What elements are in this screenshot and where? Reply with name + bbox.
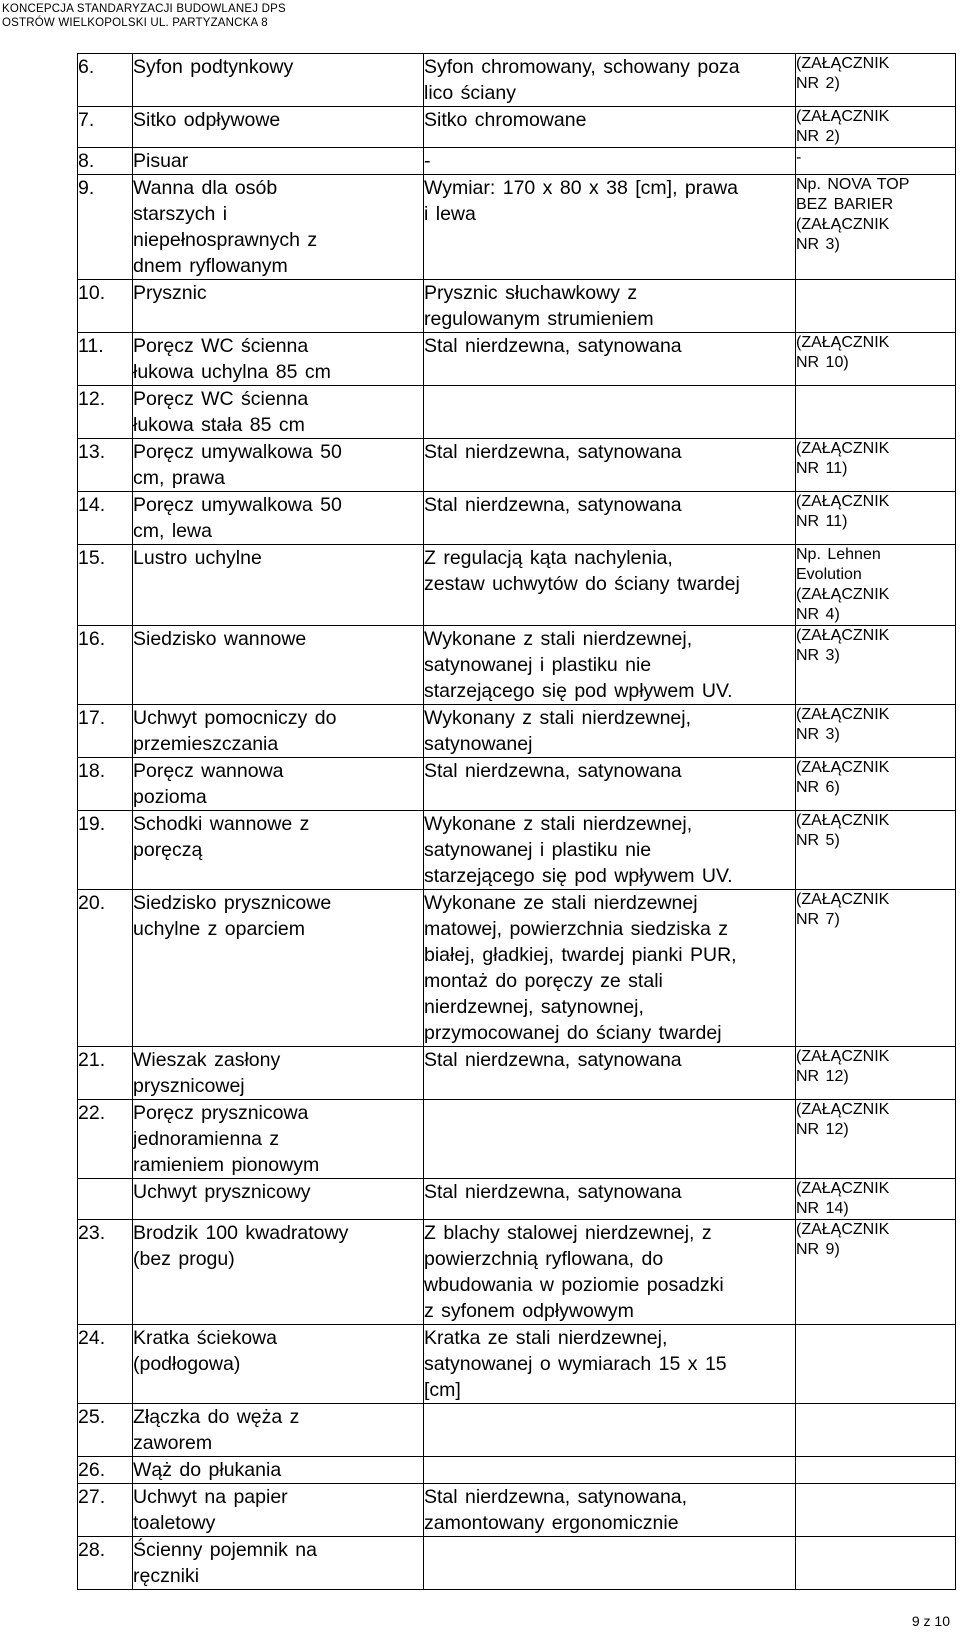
table-row [78, 811, 956, 890]
item-name: Uchwyt pomocniczy do przemieszczania [133, 705, 424, 758]
item-reference: (ZAŁĄCZNIK NR 3) [796, 705, 956, 758]
item-description: Syfon chromowany, schowany poza lico ściany [424, 54, 796, 107]
row-number: 28. [78, 1537, 133, 1590]
item-description: Z blachy stalowej nierdzewnej, z powierzchnią ryflowana, do wbudowania w poziomie posadzki z syfonem odpływowym [424, 1220, 796, 1325]
item-name: Wieszak zasłony prysznicowej [133, 1047, 424, 1100]
item-reference: (ZAŁĄCZNIK NR 3) [796, 626, 956, 705]
item-reference: (ZAŁĄCZNIK NR 14) [796, 1179, 956, 1220]
table-row [78, 439, 956, 492]
row-number: 18. [78, 758, 133, 811]
item-name: Poręcz umywalkowa 50 cm, lewa [133, 492, 424, 545]
row-number: 25. [78, 1404, 133, 1457]
table-row [78, 492, 956, 545]
table-row [78, 1100, 956, 1179]
item-description [424, 1537, 796, 1590]
table-row [78, 545, 956, 626]
table-row [78, 1047, 956, 1100]
item-reference [796, 386, 956, 439]
item-name: Ścienny pojemnik na ręczniki [133, 1537, 424, 1590]
item-description: Stal nierdzewna, satynowana, zamontowany ergonomicznie [424, 1484, 796, 1537]
header-line-2: OSTRÓW WIELKOPOLSKI UL. PARTYZANCKA 8 [2, 17, 268, 29]
row-number: 22. [78, 1100, 133, 1179]
table-row [78, 1404, 956, 1457]
item-reference: Np. NOVA TOP BEZ BARIER (ZAŁĄCZNIK NR 3) [796, 175, 956, 280]
row-number: 8. [78, 148, 133, 175]
item-description: Stal nierdzewna, satynowana [424, 758, 796, 811]
item-description: Stal nierdzewna, satynowana [424, 1047, 796, 1100]
item-description: Wykonane z stali nierdzewnej, satynowanej i plastiku nie starzejącego się pod wpływem UV. [424, 811, 796, 890]
table-row [78, 148, 956, 175]
row-number: 16. [78, 626, 133, 705]
item-description: Kratka ze stali nierdzewnej, satynowanej o wymiarach 15 x 15 [cm] [424, 1325, 796, 1404]
item-reference [796, 1537, 956, 1590]
table-row [78, 280, 956, 333]
item-description: Stal nierdzewna, satynowana [424, 1179, 796, 1220]
row-number: 12. [78, 386, 133, 439]
item-name: Kratka ściekowa (podłogowa) [133, 1325, 424, 1404]
item-name: Wąż do płukania [133, 1457, 424, 1484]
item-name: Pisuar [133, 148, 424, 175]
item-reference [796, 1404, 956, 1457]
item-reference: (ZAŁĄCZNIK NR 2) [796, 107, 956, 148]
item-reference: (ZAŁĄCZNIK NR 7) [796, 890, 956, 1047]
table-row [78, 1537, 956, 1590]
item-reference: (ZAŁĄCZNIK NR 5) [796, 811, 956, 890]
item-description: Prysznic słuchawkowy z regulowanym strumieniem [424, 280, 796, 333]
item-reference: (ZAŁĄCZNIK NR 9) [796, 1220, 956, 1325]
table-row [78, 1325, 956, 1404]
item-description [424, 1404, 796, 1457]
item-reference: (ZAŁĄCZNIK NR 11) [796, 492, 956, 545]
row-number: 20. [78, 890, 133, 1047]
table-row [78, 386, 956, 439]
item-name: Siedzisko wannowe [133, 626, 424, 705]
equipment-table-body [78, 54, 956, 1590]
row-number: 27. [78, 1484, 133, 1537]
row-number: 11. [78, 333, 133, 386]
table-row [78, 1457, 956, 1484]
row-number [78, 1179, 133, 1220]
page-number: 9 z 10 [911, 1613, 950, 1629]
row-number: 15. [78, 545, 133, 626]
item-name: Złączka do węża z zaworem [133, 1404, 424, 1457]
item-reference: (ZAŁĄCZNIK NR 10) [796, 333, 956, 386]
item-description: Stal nierdzewna, satynowana [424, 333, 796, 386]
item-description: Wymiar: 170 x 80 x 38 [cm], prawa i lewa [424, 175, 796, 280]
item-reference: (ZAŁĄCZNIK NR 2) [796, 54, 956, 107]
item-name: Uchwyt na papier toaletowy [133, 1484, 424, 1537]
item-name: Poręcz umywalkowa 50 cm, prawa [133, 439, 424, 492]
item-name: Sitko odpływowe [133, 107, 424, 148]
item-description [424, 1457, 796, 1484]
table-row [78, 175, 956, 280]
row-number: 19. [78, 811, 133, 890]
item-description: Stal nierdzewna, satynowana [424, 439, 796, 492]
row-number: 17. [78, 705, 133, 758]
header-line-1: KONCEPCJA STANDARYZACJI BUDOWLANEJ DPS [2, 3, 286, 15]
item-reference: (ZAŁĄCZNIK NR 11) [796, 439, 956, 492]
item-name: Poręcz prysznicowa jednoramienna z ramieniem pionowym [133, 1100, 424, 1179]
row-number: 26. [78, 1457, 133, 1484]
equipment-table [77, 53, 956, 1590]
table-row [78, 54, 956, 107]
document-header [2, 2, 286, 30]
item-name: Poręcz WC ścienna łukowa uchylna 85 cm [133, 333, 424, 386]
item-description: Wykonane z stali nierdzewnej, satynowanej i plastiku nie starzejącego się pod wpływem UV. [424, 626, 796, 705]
item-description [424, 386, 796, 439]
item-description: Wykonany z stali nierdzewnej, satynowanej [424, 705, 796, 758]
item-name: Prysznic [133, 280, 424, 333]
table-row [78, 705, 956, 758]
item-description: - [424, 148, 796, 175]
table-row [78, 890, 956, 1047]
row-number: 24. [78, 1325, 133, 1404]
table-row [78, 1220, 956, 1325]
item-reference: (ZAŁĄCZNIK NR 12) [796, 1047, 956, 1100]
item-reference [796, 1484, 956, 1537]
item-name: Brodzik 100 kwadratowy (bez progu) [133, 1220, 424, 1325]
table-row [78, 626, 956, 705]
table-row [78, 333, 956, 386]
table-row [78, 107, 956, 148]
item-name: Lustro uchylne [133, 545, 424, 626]
item-reference: - [796, 148, 956, 175]
item-reference [796, 1325, 956, 1404]
item-name: Siedzisko prysznicowe uchylne z oparciem [133, 890, 424, 1047]
item-name: Poręcz wannowa pozioma [133, 758, 424, 811]
row-number: 9. [78, 175, 133, 280]
item-reference: (ZAŁĄCZNIK NR 12) [796, 1100, 956, 1179]
item-reference [796, 1457, 956, 1484]
item-description: Stal nierdzewna, satynowana [424, 492, 796, 545]
item-reference [796, 280, 956, 333]
item-reference: (ZAŁĄCZNIK NR 6) [796, 758, 956, 811]
row-number: 10. [78, 280, 133, 333]
row-number: 23. [78, 1220, 133, 1325]
item-name: Uchwyt prysznicowy [133, 1179, 424, 1220]
item-name: Syfon podtynkowy [133, 54, 424, 107]
row-number: 6. [78, 54, 133, 107]
item-description: Wykonane ze stali nierdzewnej matowej, powierzchnia siedziska z białej, gładkiej, twardej pianki PUR, montaż do poręczy ze stali nierdzewnej, satynownej, przymocowanej do ściany twardej [424, 890, 796, 1047]
row-number: 13. [78, 439, 133, 492]
table-row [78, 1179, 956, 1220]
table-row [78, 1484, 956, 1537]
row-number: 7. [78, 107, 133, 148]
item-description: Z regulacją kąta nachylenia, zestaw uchwytów do ściany twardej [424, 545, 796, 626]
item-name: Poręcz WC ścienna łukowa stała 85 cm [133, 386, 424, 439]
table-row [78, 758, 956, 811]
item-name: Wanna dla osób starszych i niepełnosprawnych z dnem ryflowanym [133, 175, 424, 280]
row-number: 14. [78, 492, 133, 545]
row-number: 21. [78, 1047, 133, 1100]
item-name: Schodki wannowe z poręczą [133, 811, 424, 890]
item-reference: Np. Lehnen Evolution (ZAŁĄCZNIK NR 4) [796, 545, 956, 626]
item-description: Sitko chromowane [424, 107, 796, 148]
item-description [424, 1100, 796, 1179]
